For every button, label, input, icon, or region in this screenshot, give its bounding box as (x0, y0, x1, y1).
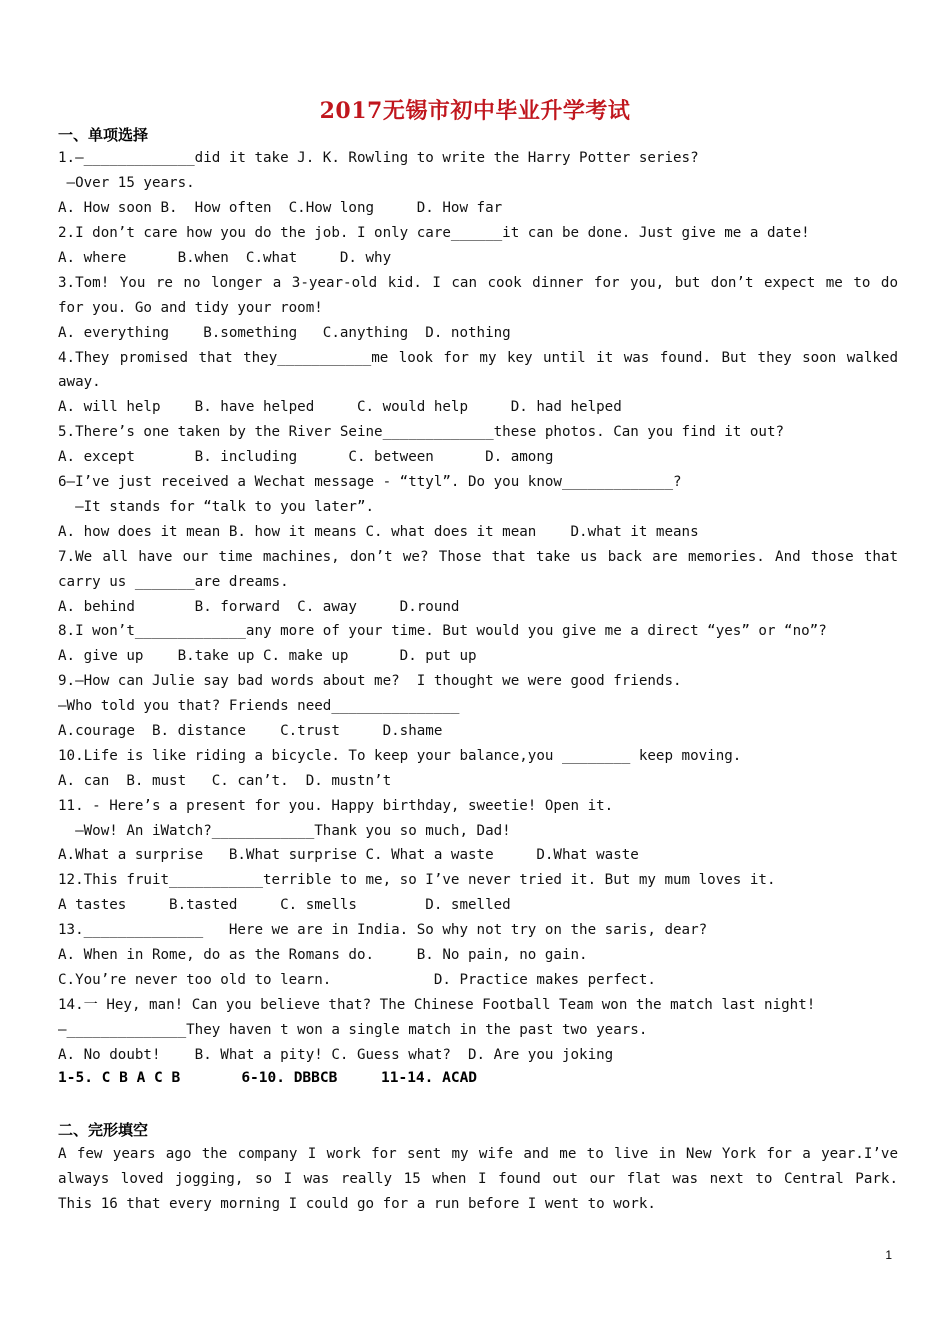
question-line: 3.Tom! You re no longer a 3-year-old kid. I can cook dinner for you, but don’t expect me to do (58, 275, 898, 291)
page-title: 2017无锡市初中毕业升学考试 (319, 98, 631, 124)
option-line: A. No doubt! B. What a pity! C. Guess what? D. Are you joking (58, 1047, 614, 1063)
section-heading-single-choice: 一、单项选择 (58, 126, 149, 144)
page-number: 1 (885, 1248, 892, 1262)
question-line: —Over 15 years. (58, 175, 195, 191)
question-line: 12.This fruit___________terrible to me, so I’ve never tried it. But my mum loves it. (58, 872, 776, 888)
question-line: 10.Life is like riding a bicycle. To keep your balance,you ________ keep moving. (58, 748, 742, 764)
question-line: 14.一 Hey, man! Can you believe that? The Chinese Football Team won the match last night! (58, 997, 816, 1013)
question-line: for you. Go and tidy your room! (58, 300, 323, 316)
option-line: A. will help B. have helped C. would help D. had helped (58, 399, 622, 415)
question-line: away. (58, 374, 101, 390)
question-line: —______________They haven t won a single match in the past two years. (58, 1022, 648, 1038)
option-line: A. can B. must C. can’t. D. mustn’t (58, 773, 392, 789)
question-line: —Wow! An iWatch?____________Thank you so much, Dad! (58, 823, 511, 839)
question-line: 1.—_____________did it take J. K. Rowling to write the Harry Potter series? (58, 150, 699, 166)
option-line: A. How soon B. How often C.How long D. How far (58, 200, 503, 216)
option-line: A. behind B. forward C. away D.round (58, 599, 460, 615)
option-line: A tastes B.tasted C. smells D. smelled (58, 897, 511, 913)
question-line: 2.I don’t care how you do the job. I only care______it can be done. Just give me a date! (58, 225, 810, 241)
option-line: C.You’re never too old to learn. D. Practice makes perfect. (58, 972, 656, 988)
option-line: A. how does it mean B. how it means C. what does it mean D.what it means (58, 524, 699, 540)
question-line: 7.We all have our time machines, don’t we? Those that take us back are memories. And those that (58, 549, 898, 565)
passage-line: A few years ago the company I work for sent my wife and me to live in New York for a year.I’ve (58, 1146, 898, 1162)
section-heading-cloze: 二、完形填空 (58, 1121, 149, 1139)
question-line: —Who told you that? Friends need_______________ (58, 698, 460, 714)
option-line: A. everything B.something C.anything D. nothing (58, 325, 511, 341)
question-line: 8.I won’t_____________any more of your time. But would you give me a direct “yes” or “no”? (58, 623, 827, 639)
question-line: 9.—How can Julie say bad words about me? I thought we were good friends. (58, 673, 682, 689)
option-line: A. where B.when C.what D. why (58, 250, 392, 266)
question-line: 4.They promised that they___________me look for my key until it was found. But they soon walked (58, 350, 898, 366)
answer-key: 1-5. C B A C B 6-10. DBBCB 11-14. ACAD (58, 1070, 478, 1086)
question-line: 11. - Here’s a present for you. Happy birthday, sweetie! Open it. (58, 798, 614, 814)
question-line: 5.There’s one taken by the River Seine_____________these photos. Can you find it out? (58, 424, 785, 440)
option-line: A. except B. including C. between D. among (58, 449, 554, 465)
option-line: A. give up B.take up C. make up D. put up (58, 648, 477, 664)
passage-line: always loved jogging, so I was really 15 when I found out our flat was next to Central Park. (58, 1171, 898, 1187)
question-line: —It stands for “talk to you later”. (58, 499, 375, 515)
question-line: carry us _______are dreams. (58, 574, 289, 590)
question-line: 6—I’ve just received a Wechat message - “ttyl”. Do you know_____________? (58, 474, 682, 490)
passage-line: This 16 that every morning I could go for a run before I went to work. (58, 1196, 656, 1212)
option-line: A.courage B. distance C.trust D.shame (58, 723, 443, 739)
option-line: A. When in Rome, do as the Romans do. B. No pain, no gain. (58, 947, 588, 963)
question-line: 13.______________ Here we are in India. So why not try on the saris, dear? (58, 922, 708, 938)
option-line: A.What a surprise B.What surprise C. What a waste D.What waste (58, 847, 639, 863)
